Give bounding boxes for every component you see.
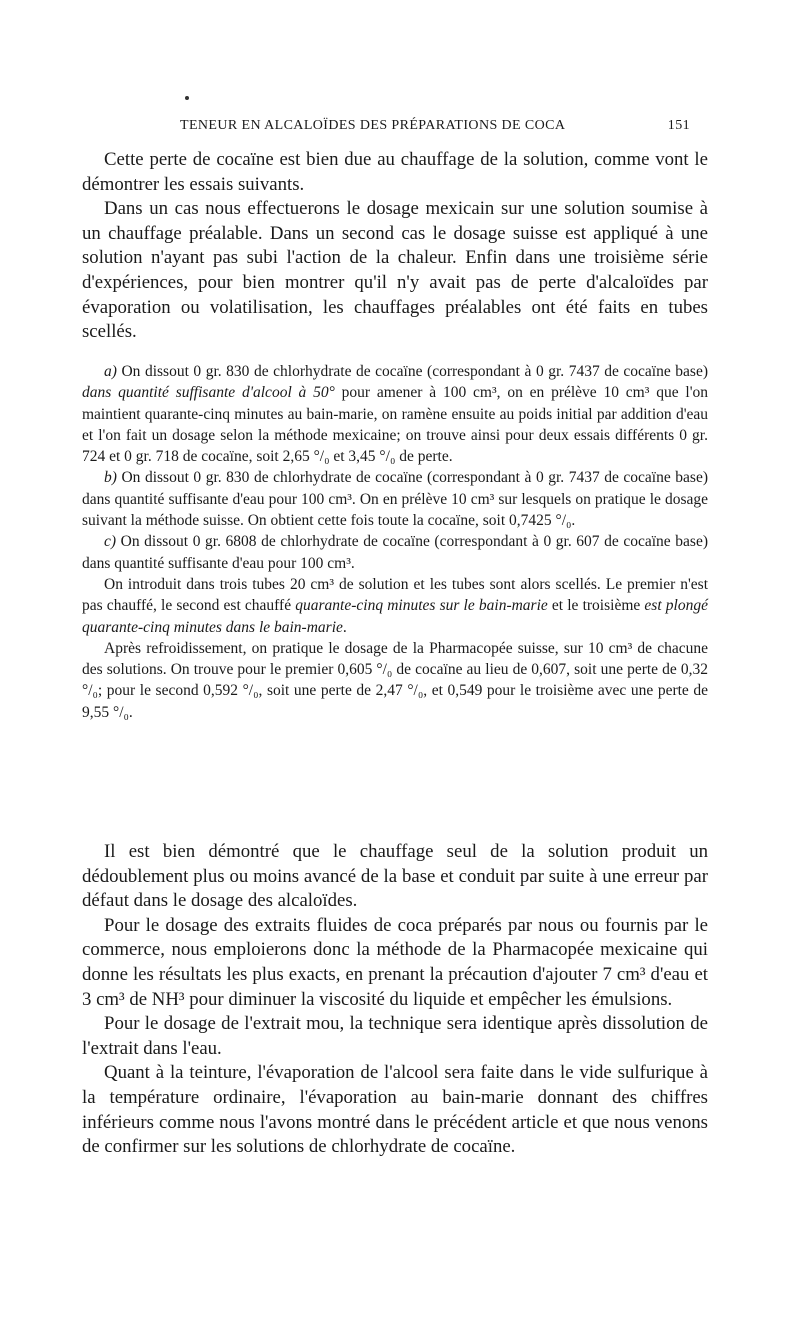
running-title: TENEUR EN ALCALOÏDES DES PRÉPARATIONS DE COCA <box>180 118 566 133</box>
paragraph: Cette perte de cocaïne est bien due au chauffage de la solution, comme vont le démontrer les essais suivants. <box>82 149 708 195</box>
emphasis: dans quantité suffisante d'alcool à 50° <box>82 384 335 402</box>
paragraph: Quant à la teinture, l'évaporation de l'alcool sera faite dans le vide sulfurique à la température ordinaire, l'évaporation au bain-marie donnant des chiffres inférieurs comme nous l'avons montré dans le précédent article et que nous venons de confirmer sur les solutions de chlorhydrate de cocaïne. <box>82 1062 708 1158</box>
paragraph: Dans un cas nous effectuerons le dosage mexicain sur une solution soumise à un chauffage préalable. Dans un second cas le dosage suisse est appliqué à une solution n'ayant pas subi l'action de la chaleur. Enfin dans une troisième série d'expériences, pour bien montrer qu'il n'y avait pas de perte d'alcaloïdes par évaporation ou volatilisation, les chauffages préalables ont été faits en tubes scellés. <box>82 198 708 343</box>
tubes-paragraph: On introduit dans trois tubes 20 cm³ de solution et les tubes sont alors scellés. Le premier n'est pas chauffé, le second est chauffé quarante-cinq minutes sur le bain-marie et le troisième est plongé quarante-cinq minutes dans le bain-marie. <box>82 575 708 636</box>
experiment-label: c) <box>104 533 117 551</box>
page-number: 151 <box>667 118 690 133</box>
intro-section <box>82 148 708 345</box>
experiments-section <box>82 361 708 723</box>
experiment-b: b) On dissout 0 gr. 830 de chlorhydrate de cocaïne (correspondant à 0 gr. 7437 de cocaïne base) dans quantité suffisante d'eau pour 100 cm³. On en prélève 10 cm³ sur lesquels on pratique le dosage suivant la méthode suisse. On obtient cette fois toute la cocaïne, soit 0,7425 °/₀. <box>82 469 708 530</box>
paragraph: Pour le dosage des extraits fluides de coca préparés par nous ou fournis par le commerce, nous emploierons donc la méthode de la Pharmacopée mexicaine qui donne les résultats les plus exacts, en prenant la précaution d'ajouter 7 cm³ d'eau et 3 cm³ de NH³ pour diminuer la viscosité du liquide et empêcher les émulsions. <box>82 914 708 1010</box>
experiment-c: c) On dissout 0 gr. 6808 de chlorhydrate de cocaïne (correspondant à 0 gr. 607 de cocaïne base) dans quantité suffisante d'eau pour 100 cm³. <box>82 533 708 572</box>
emphasis: quarante-cinq minutes sur le bain-marie <box>295 597 548 615</box>
experiment-a: a) On dissout 0 gr. 830 de chlorhydrate de cocaïne (correspondant à 0 gr. 7437 de cocaïne base) dans quantité suffisante d'alcool à 50° pour amener à 100 cm³, on en prélève 10 cm³ que l'on maintient quarante-cinq minutes au bain-marie, on ramène ensuite au poids initial par addition d'eau et l'on fait un dosage selon la méthode mexicaine; on trouve ainsi pour deux essais différents 0 gr. 724 et 0 gr. 718 de cocaïne, soit 2,65 °/₀ et 3,45 °/₀ de perte. <box>82 363 708 466</box>
paragraph: Pour le dosage de l'extrait mou, la technique sera identique après dissolution de l'extrait dans l'eau. <box>82 1013 708 1059</box>
experiment-label: b) <box>104 469 117 487</box>
conclusion-section <box>82 840 708 1160</box>
print-speck <box>185 96 189 100</box>
emphasis: est plongé quarante-cinq minutes dans le bain-marie <box>82 597 708 636</box>
experiment-label: a) <box>104 363 117 380</box>
results-paragraph: Après refroidissement, on pratique le dosage de la Pharmacopée suisse, sur 10 cm³ de chacune des solutions. On trouve pour le premier 0,605 °/₀ de cocaïne au lieu de 0,607, soit une perte de 0,32 °/₀; pour le second 0,592 °/₀, soit une perte de 2,47 °/₀, et 0,549 pour le troisième avec une perte de 9,55 °/₀. <box>82 639 708 721</box>
paragraph: Il est bien démontré que le chauffage seul de la solution produit un dédoublement plus ou moins avancé de la base et conduit par suite à une erreur par défaut dans le dosage des alcaloïdes. <box>82 841 708 912</box>
